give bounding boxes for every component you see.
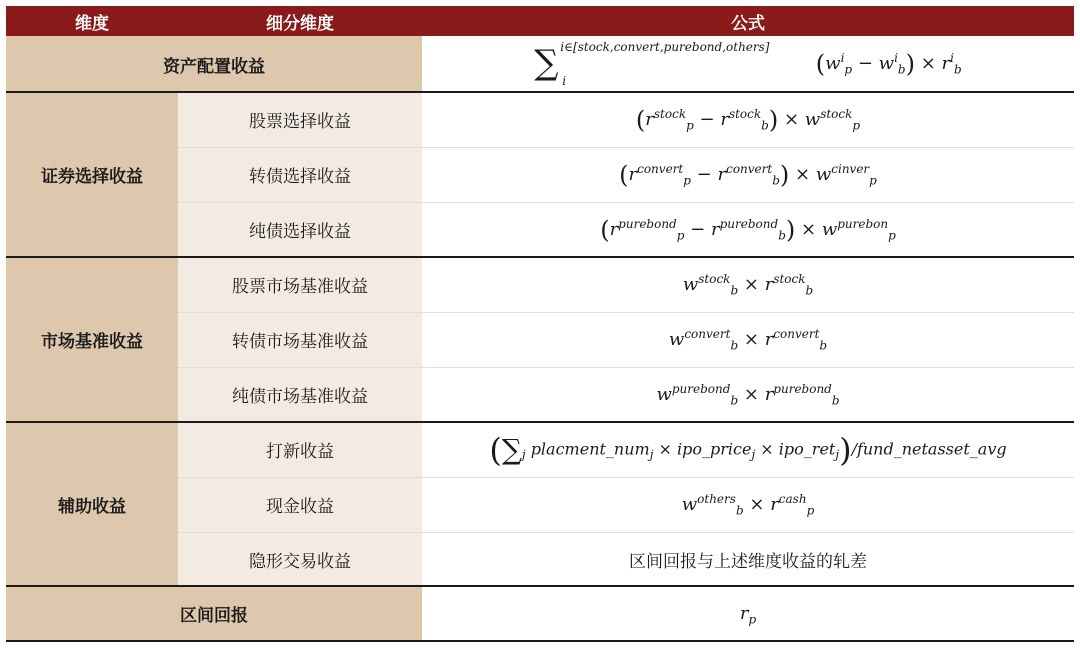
row-divider — [178, 532, 1074, 533]
ipo-formula: ($\sum_j$ placment_num$_j$ × ipo_price$_j$ × ipo_ret$_j$)/fund_netasset_avg — [422, 422, 1074, 477]
sum-upper-index: i∈[stock,convert,purebond,others] — [560, 40, 770, 54]
stock-selection-formula: $(r^{stock}_p - r^{stock}_b) \times w^{stock}_p$ — [422, 92, 1074, 147]
cash-formula: $w^{others}_b \times r^{cash}_p$ — [422, 477, 1074, 532]
stock-selection-label: 股票选择收益 — [178, 92, 422, 147]
cash-label: 现金收益 — [178, 477, 422, 532]
stock-benchmark-label: 股票市场基准收益 — [178, 257, 422, 312]
row-divider — [178, 477, 1074, 478]
row-divider — [178, 312, 1074, 313]
sum-operator: ∑ i∈[stock,convert,purebond,others] i — [534, 40, 770, 88]
row-divider — [178, 202, 1074, 203]
bottom-rule — [6, 640, 1074, 642]
stock-benchmark-formula: $w^{stock}_b \times r^{stock}_b$ — [422, 257, 1074, 312]
sum-lower-index: i — [562, 74, 567, 88]
group-rule — [6, 421, 1074, 423]
header-formula: 公式 — [422, 6, 1074, 36]
header-dimension: 维度 — [6, 6, 178, 36]
hidden-trading-formula: 区间回报与上述维度收益的轧差 — [422, 532, 1074, 586]
row-divider — [178, 367, 1074, 368]
period-return-formula: $r_p$ — [422, 586, 1074, 641]
security-selection-label: 证券选择收益 — [6, 92, 178, 257]
asset-allocation-formula — [422, 36, 1074, 92]
hidden-trading-label: 隐形交易收益 — [178, 532, 422, 586]
purebond-benchmark-label: 纯债市场基准收益 — [178, 367, 422, 422]
group-rule — [6, 256, 1074, 258]
period-return-label: 区间回报 — [6, 586, 422, 641]
group-rule — [6, 91, 1074, 93]
purebond-benchmark-formula: $w^{purebond}_b \times r^{purebond}_b$ — [422, 367, 1074, 422]
asset-allocation-math: ∑ i∈[stock,convert,purebond,others] i $(w^i_p - w^i_b) \times r^i_b$ — [534, 40, 962, 88]
convert-selection-label: 转债选择收益 — [178, 147, 422, 202]
convert-benchmark-formula: $w^{convert}_b \times r^{convert}_b$ — [422, 312, 1074, 367]
asset-allocation-label: 资产配置收益 — [6, 36, 422, 92]
row-divider — [178, 147, 1074, 148]
convert-benchmark-label: 转债市场基准收益 — [178, 312, 422, 367]
market-benchmark-label: 市场基准收益 — [6, 257, 178, 422]
attribution-table — [6, 6, 1074, 642]
header-sub-dimension: 细分维度 — [178, 6, 422, 36]
auxiliary-label: 辅助收益 — [6, 422, 178, 586]
purebond-selection-formula: $(r^{purebond}_p - r^{purebond}_b) \times w^{purebon}_p$ — [422, 202, 1074, 257]
group-rule — [6, 585, 1074, 587]
ipo-label: 打新收益 — [178, 422, 422, 477]
purebond-selection-label: 纯债选择收益 — [178, 202, 422, 257]
convert-selection-formula: $(r^{convert}_p - r^{convert}_b) \times w^{cinver}_p$ — [422, 147, 1074, 202]
